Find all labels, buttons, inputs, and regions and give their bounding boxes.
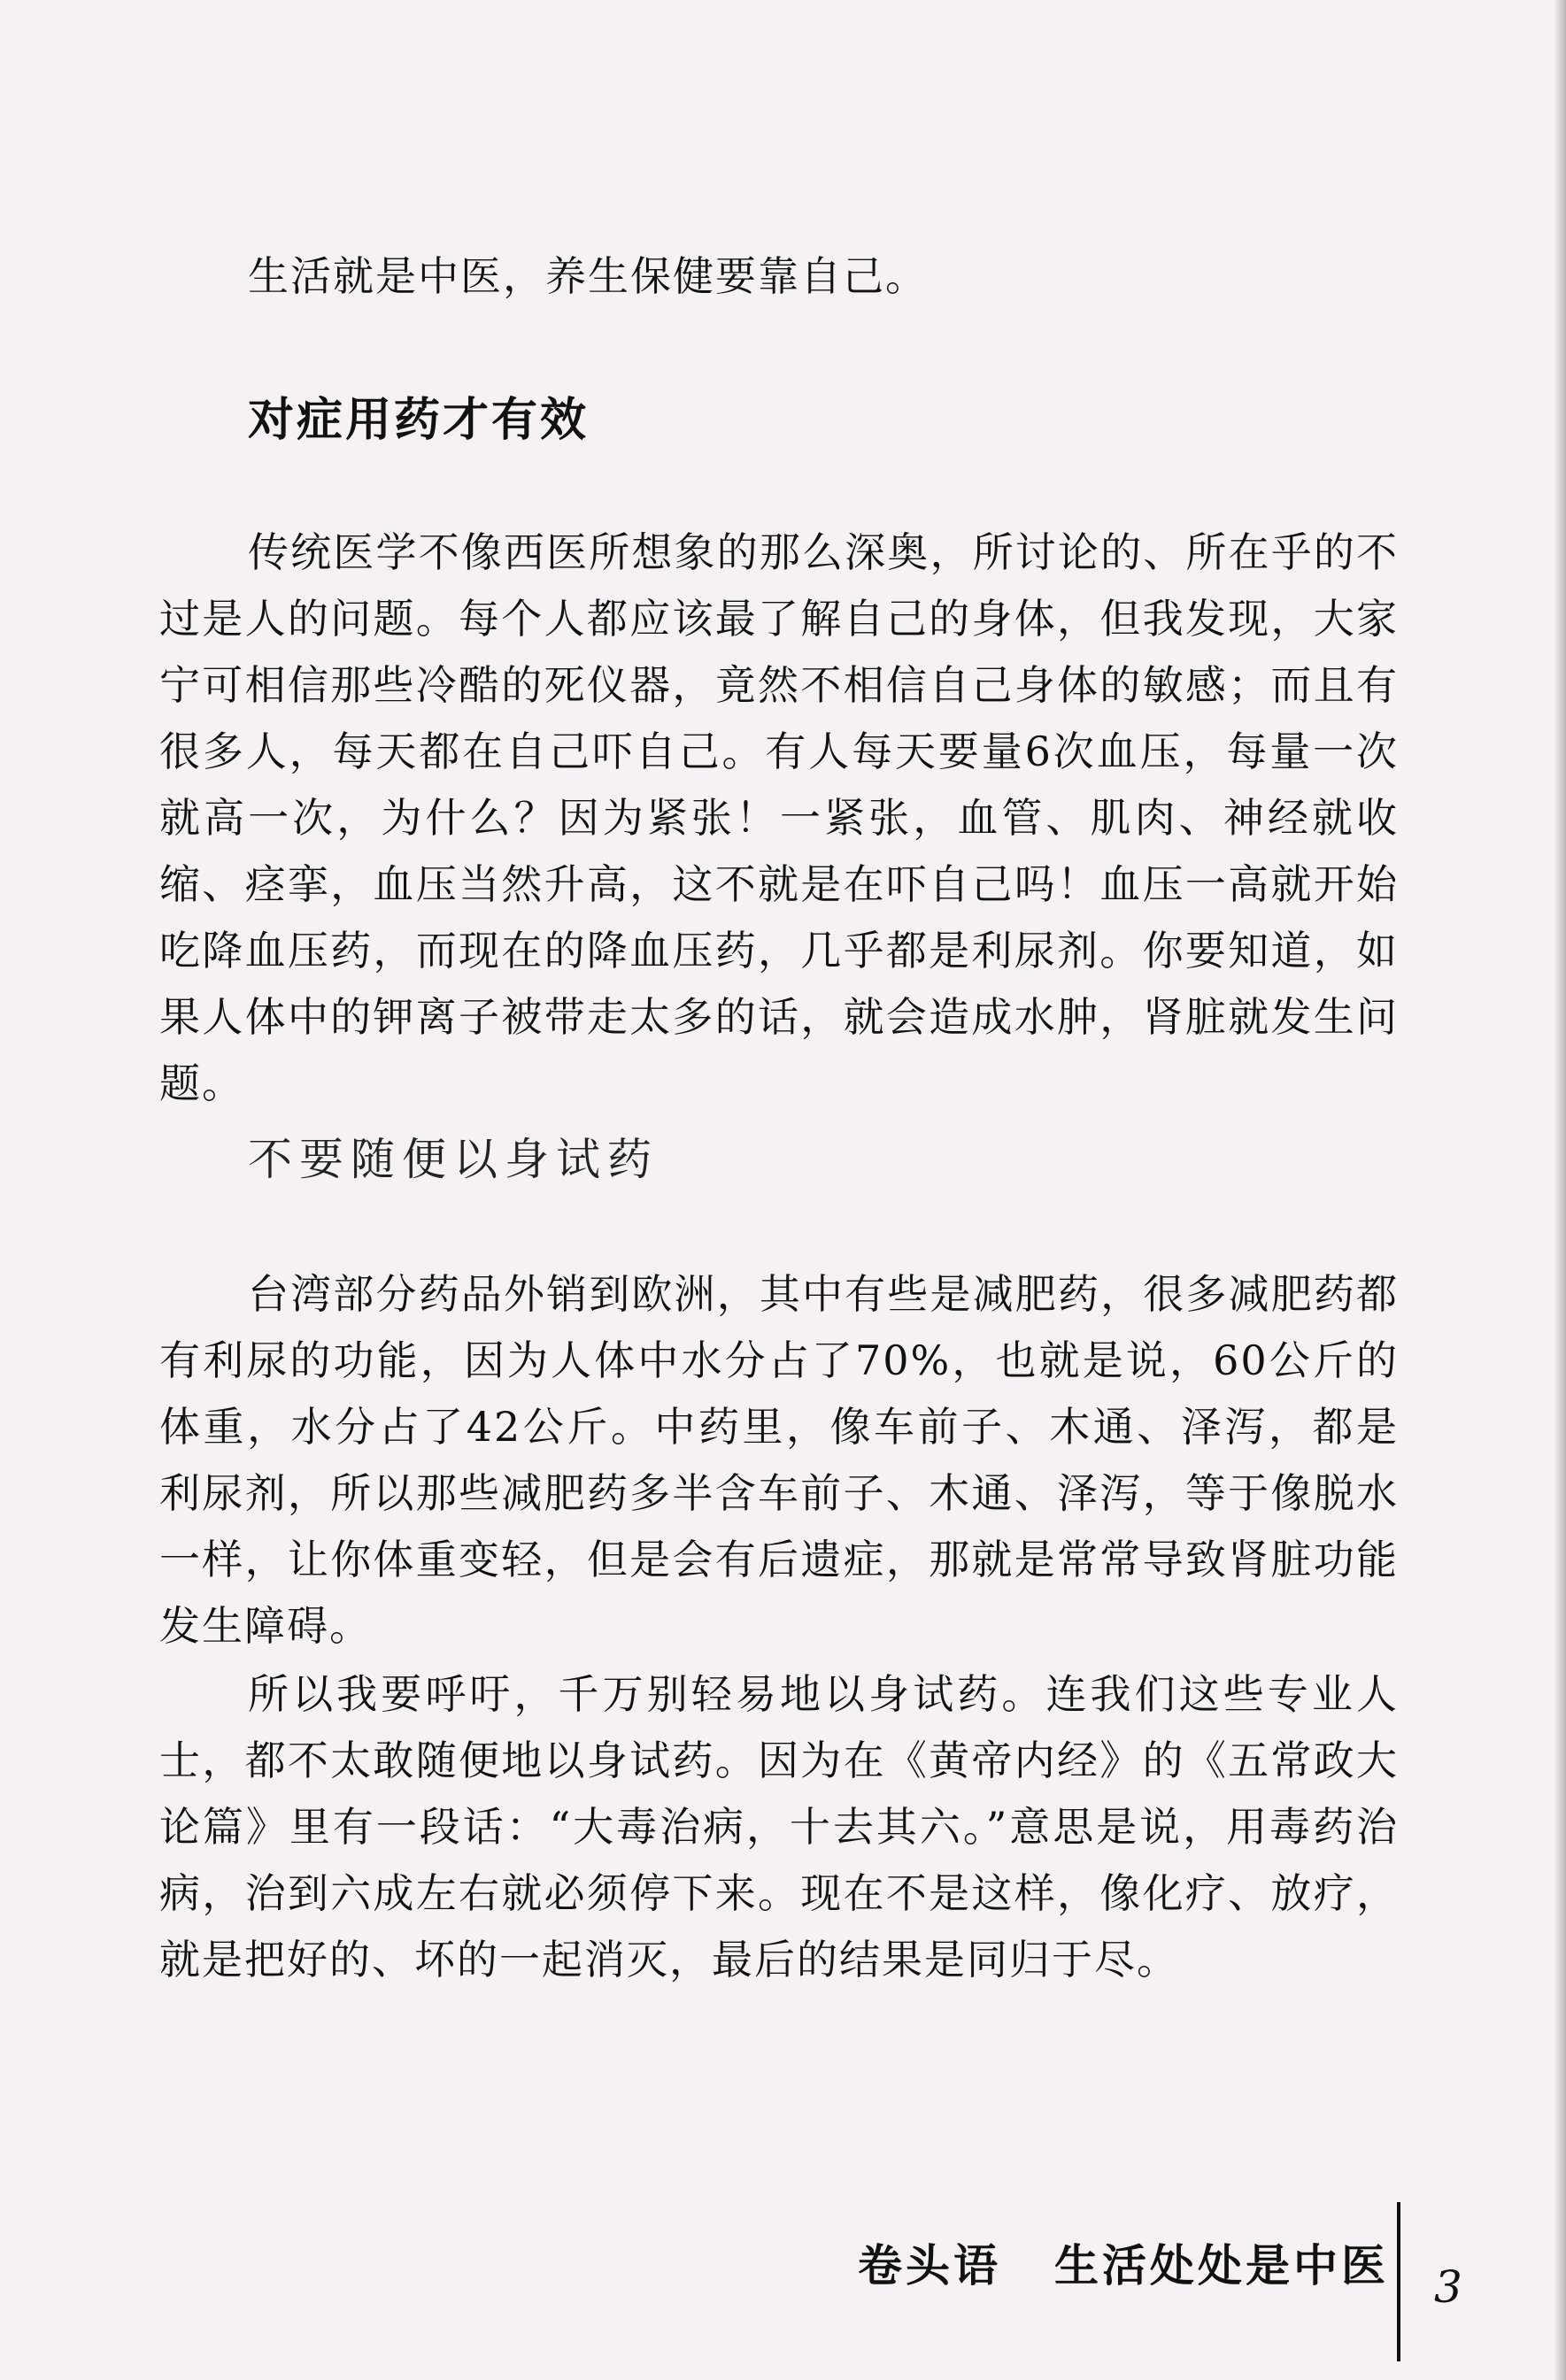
section-heading: 对症用药才有效 [248,394,590,447]
sub-paragraph-2: 所以我要呼吁，千万别轻易地以身试药。连我们这些专业人士，都不太敢随便地以身试药。因为在《黄帝内经》的《五常政大论篇》里有一段话：“大毒治病，十去其六。”意思是说，用毒药治病，治到六成左右就必须停下来。现在不是这样，像化疗、放疗，就是把好的、坏的一起消灭，最后的结果是同归于尽。 [159,1670,1399,1983]
footer-chapter: 卷头语 [858,2240,1001,2291]
page-edge-shadow [1554,0,1566,2380]
footer-title: 生活处处是中医 [1054,2240,1389,2291]
subheading: 不要随便以身试药 [248,1134,659,1185]
page-number: 3 [1434,2261,1462,2313]
running-footer [858,2230,1389,2294]
footer-divider [1397,2202,1400,2361]
section-paragraph: 传统医学不像西医所想象的那么深奥，所讨论的、所在乎的不过是人的问题。每个人都应该最了解自己的身体，但我发现，大家宁可相信那些冷酷的死仪器，竟然不相信自己身体的敏感；而且有很多人，每天都在自己吓自己。有人每天要量6次血压，每量一次就高一次，为什么？因为紧张！一紧张，血管、肌肉、神经就收缩、痉挛，血压当然升高，这不就是在吓自己吗！血压一高就开始吃降血压药，而现在的降血压药，几乎都是利尿剂。你要知道，如果人体中的钾离子被带走太多的话，就会造成水肿，肾脏就发生问题。 [159,528,1399,1107]
intro-line: 生活就是中医，养生保健要靠自己。 [248,252,928,300]
sub-paragraph-1: 台湾部分药品外销到欧洲，其中有些是减肥药，很多减肥药都有利尿的功能，因为人体中水分占了70%，也就是说，60公斤的体重，水分占了42公斤。中药里，像车前子、木通、泽泻，都是利尿剂，所以那些减肥药多半含车前子、木通、泽泻，等于像脱水一样，让你体重变轻，但是会有后遗症，那就是常常导致肾脏功能发生障碍。 [159,1270,1399,1650]
